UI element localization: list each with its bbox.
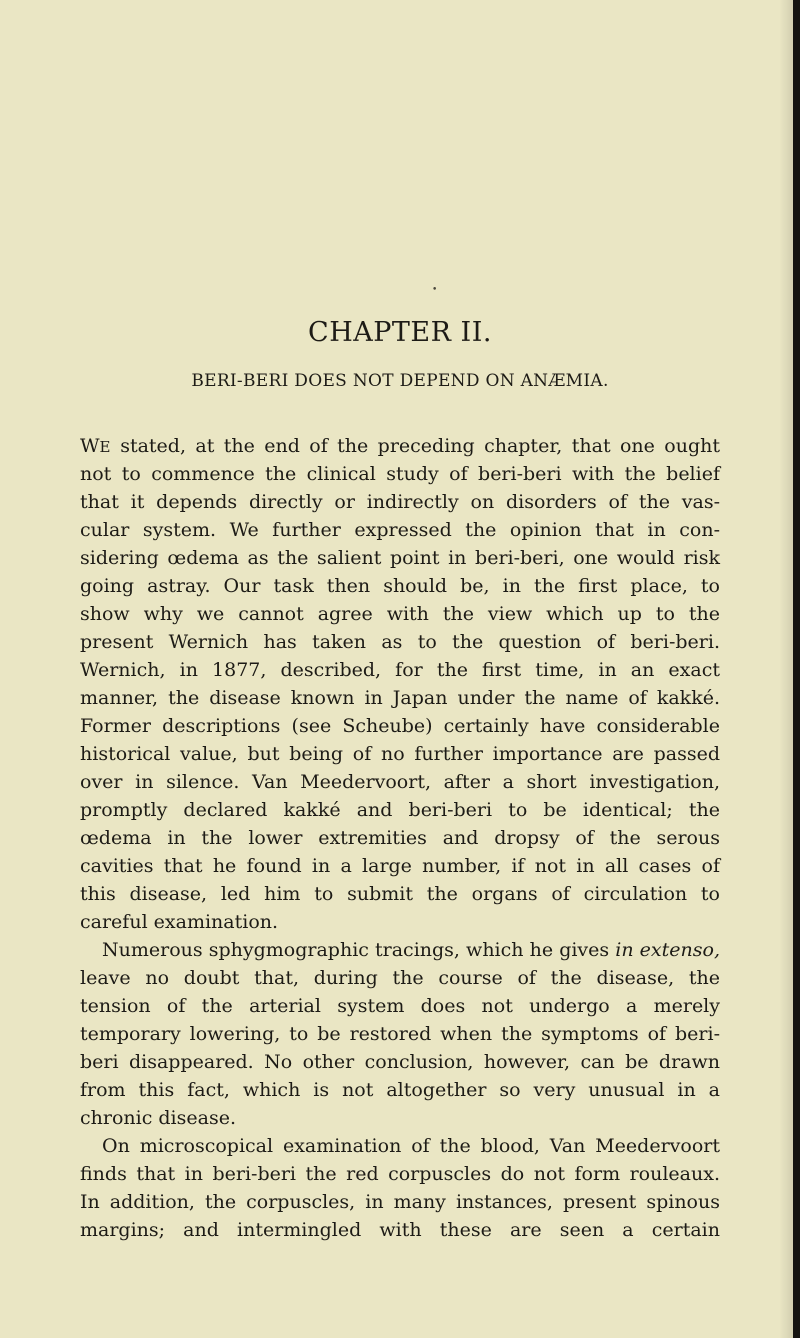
chapter-heading: CHAPTER II.	[308, 317, 492, 348]
text-line-16: cavities that he found in a large number, if not in all cases of	[80, 855, 720, 877]
text-line-4: cular system. We further expressed the opinion that in con-	[80, 519, 720, 541]
text-line-13: over in silence. Van Meedervoort, after a short investigation,	[80, 771, 720, 793]
text-line-20: leave no doubt that, during the course of the disease, the	[80, 967, 720, 989]
text-line-2: not to commence the clinical study of beri-beri with the belief	[80, 463, 720, 485]
text-line-22: temporary lowering, to be restored when the symptoms of beri-	[80, 1023, 720, 1045]
text-line-1: WE stated, at the end of the preceding chapter, that one ought	[80, 435, 720, 457]
text-line-17: this disease, led him to submit the organs of circulation to	[80, 883, 720, 905]
text-line-7: show why we cannot agree with the view which up to the	[80, 603, 720, 625]
margin-mark: •	[432, 285, 438, 295]
text-line-11: Former descriptions (see Scheube) certainly have considerable	[80, 715, 720, 737]
italic-phrase: in extenso,	[615, 939, 720, 961]
text-line-15: œdema in the lower extremities and dropsy of the serous	[80, 827, 720, 849]
text-line-29: margins; and intermingled with these are seen a certain	[80, 1219, 720, 1241]
page-edge-shadow	[779, 0, 793, 1338]
page-edge	[793, 0, 800, 1338]
opening-word: WE	[80, 435, 111, 457]
text-line-5: sidering œdema as the salient point in beri-beri, one would risk	[80, 547, 720, 569]
text-line-18: careful examination.	[80, 911, 279, 933]
text-line-24: from this fact, which is not altogether so very unusual in a	[80, 1079, 720, 1101]
text-line-12: historical value, but being of no further importance are passed	[80, 743, 720, 765]
text-line-3: that it depends directly or indirectly on disorders of the vas-	[80, 491, 720, 513]
text-line-28: In addition, the corpuscles, in many instances, present spinous	[80, 1191, 720, 1213]
text-line-25: chronic disease.	[80, 1107, 236, 1129]
text-line-19: Numerous sphygmographic tracings, which he gives in extenso,	[102, 939, 720, 961]
chapter-subtitle: BERI-BERI DOES NOT DEPEND ON ANÆMIA.	[191, 371, 609, 391]
text-line-9: Wernich, in 1877, described, for the first time, in an exact	[80, 659, 720, 681]
text-line-27: finds that in beri-beri the red corpuscles do not form rouleaux.	[80, 1163, 720, 1185]
text-line-10: manner, the disease known in Japan under the name of kakké.	[80, 687, 720, 709]
text-line-8: present Wernich has taken as to the question of beri-beri.	[80, 631, 720, 653]
text-line-14: promptly declared kakké and beri-beri to be identical; the	[80, 799, 720, 821]
text-line-6: going astray. Our task then should be, in the first place, to	[80, 575, 720, 597]
text-line-26: On microscopical examination of the blood, Van Meedervoort	[102, 1135, 720, 1157]
text-line-21: tension of the arterial system does not undergo a merely	[80, 995, 720, 1017]
text-line-23: beri disappeared. No other conclusion, however, can be drawn	[80, 1051, 720, 1073]
